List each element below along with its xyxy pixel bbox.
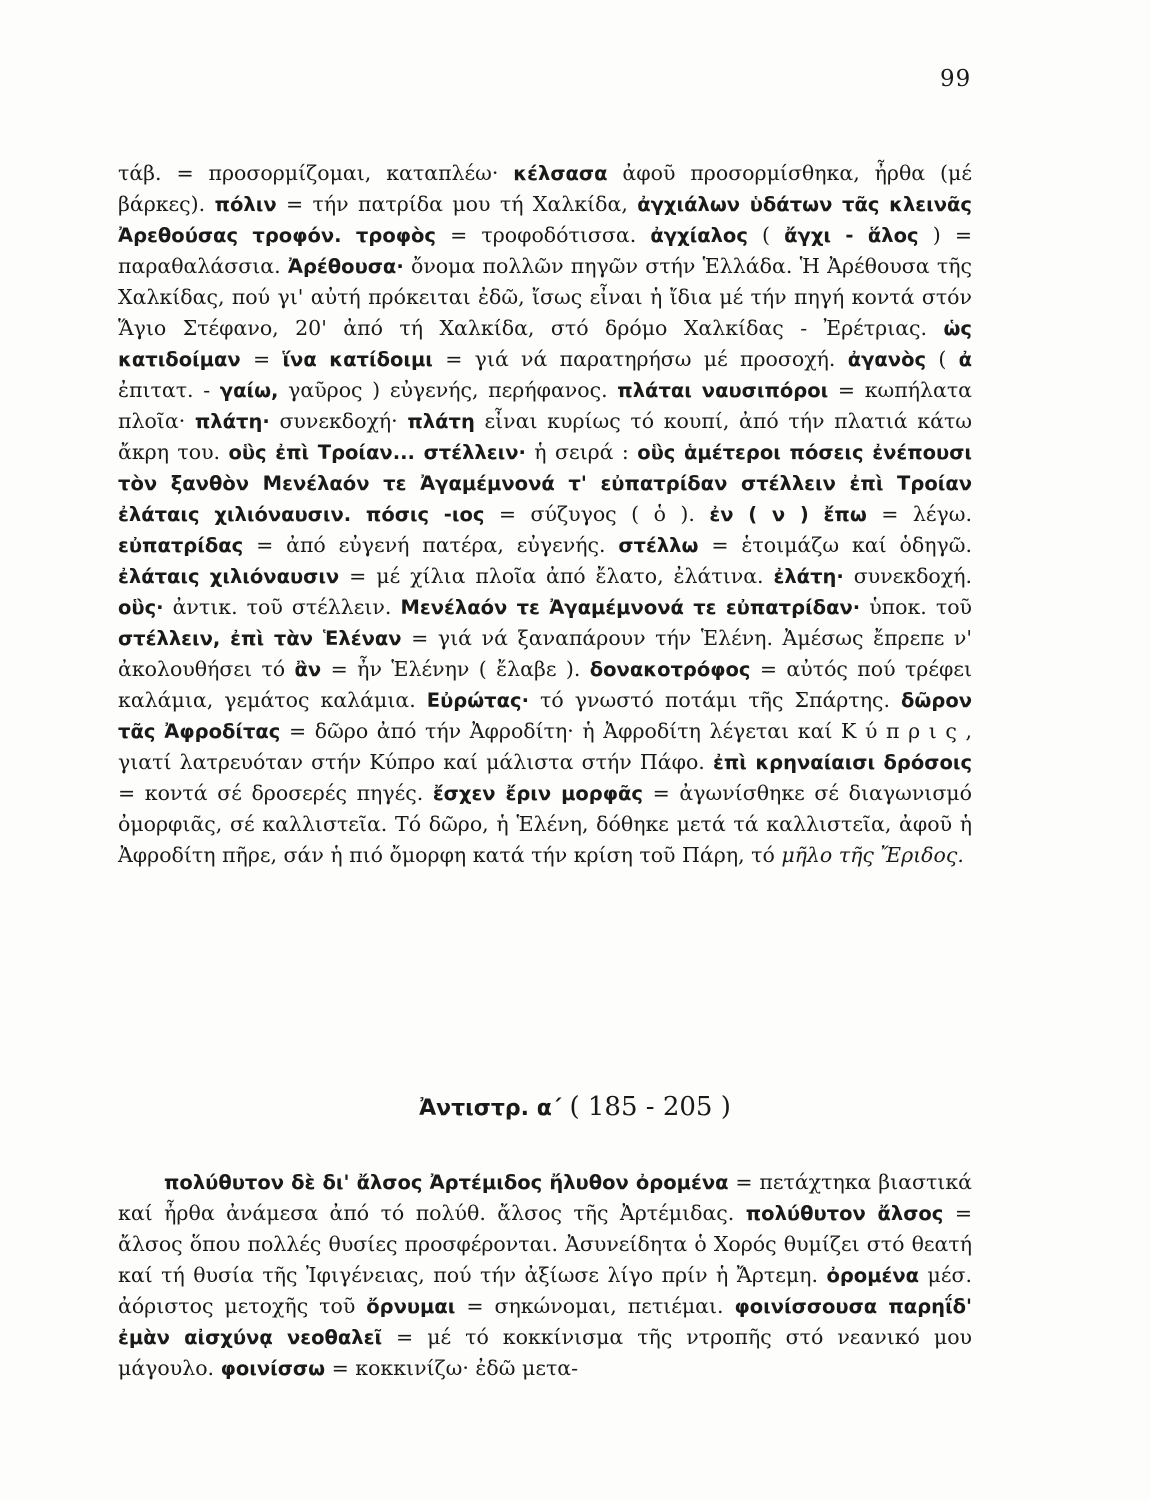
gloss-text: συνεκδοχή.: [843, 564, 972, 588]
gloss-text: ἐπιτατ. -: [118, 378, 220, 402]
lemma: πλάτη: [407, 410, 475, 433]
lemma: ὄρνυμαι: [366, 1295, 456, 1318]
lemma: πολύθυτον ἄλσος: [745, 1202, 944, 1225]
lemma: Εὐρώτας·: [426, 689, 529, 712]
gloss-text: = τήν πατρίδα μου τή Χαλκίδα,: [276, 192, 638, 216]
lemma: φοινίσσουσα παρηΐδ' ἐμὰν αἰσχύνᾳ νεοθαλεῖ: [118, 1295, 972, 1349]
gloss-text: = μέ χίλια πλοῖα ἀπό ἔλατο, ἐλάτινα.: [339, 564, 774, 588]
gloss-text: ἡ σειρά :: [525, 440, 638, 464]
lemma: δονακοτρόφος: [589, 658, 751, 681]
lemma: πόλιν: [214, 193, 277, 216]
gloss-text: ) = παραθαλάσσια.: [118, 223, 973, 278]
lemma: γαίω,: [219, 379, 279, 402]
lemma: ἀ: [958, 348, 973, 371]
gloss-text: = αὐτός πού τρέφει καλάμια, γεμάτος καλάμια.: [118, 657, 972, 712]
lemma: ἐλάτη·: [773, 565, 844, 588]
gloss-text: = κωπήλατα πλοῖα·: [118, 378, 973, 433]
lemma: Ἀρέθουσα·: [287, 255, 404, 278]
gloss-text: ἀντικ. τοῦ στέλλειν.: [163, 595, 401, 619]
section-heading: [0, 1092, 1150, 1122]
lemma: στέλλειν, ἐπὶ τὰν Ἑλέναν: [118, 627, 402, 650]
gloss-text: = κοκκινίζω· ἐδῶ μετα-: [325, 1356, 579, 1380]
section-range: ( 185 - 205 ): [569, 1092, 731, 1122]
lemma: Μενέλαόν τε Ἀγαμέμνονά τε εὐπατρίδαν·: [400, 596, 861, 619]
lemma: ἐν ( ν ) ἔπω: [709, 503, 867, 526]
paragraph-2: [118, 1167, 972, 1384]
gloss-text: = κοντά σέ δροσερές πηγές.: [118, 781, 433, 805]
gloss-text: = λέγω.: [866, 502, 972, 526]
page-number: 99: [940, 66, 972, 92]
gloss-text: ὑποκ. τοῦ: [860, 595, 972, 619]
lemma: οὓς ἁμέτεροι πόσεις ἐνέπουσι τὸν ξανθὸν Μενέλαόν τε Ἀγαμέμνονά τ' εὐπατρίδαν στέλλειν ἐπὶ Τροίαν ἐλάταις χιλιόναυσιν. πόσις -ιος: [118, 441, 972, 526]
gloss-text: μῆλο τῆς Ἔριδος.: [781, 843, 964, 867]
lemma: πολύθυτον δὲ δι' ἄλσος Ἀρτέμιδος ἤλυθον ὀρομένα: [164, 1171, 729, 1194]
gloss-text: = γιά νά παρατηρήσω μέ προσοχή.: [432, 347, 848, 371]
gloss-text: τό γνωστό ποτάμι τῆς Σπάρτης.: [529, 688, 902, 712]
lemma: οὓς·: [118, 596, 164, 619]
lemma: κέλσασα: [513, 162, 608, 185]
lemma: ὡς κατιδοίμαν: [118, 317, 972, 371]
lemma: ἂν: [294, 658, 322, 681]
lemma: πλάτη·: [194, 410, 270, 433]
gloss-text: = δῶρο ἀπό τήν Ἀφροδίτη· ἡ Ἀφροδίτη λέγεται καί Κ ύ π ρ ι ς , γιατί λατρευόταν στήν Κύπρο καί μάλιστα στήν Πάφο.: [118, 719, 972, 774]
gloss-text: γαῦρος ) εὐγενής, περήφανος.: [278, 378, 618, 402]
lemma: ἀγχιάλων ὑδάτων τᾶς κλεινᾶς Ἀρεθούσας τροφόν. τροφὸς: [118, 193, 972, 247]
gloss-text: = ἄλσος ὅπου πολλές θυσίες προσφέρονται. Ἀσυνείδητα ὁ Χορός θυμίζει στό θεατή καί τή θυσία τῆς Ἰφιγένειας, πού τήν ἀξίωσε λίγο πρίν ἡ Ἄρτεμη.: [118, 1201, 972, 1287]
lemma: ἐπὶ κρηναίαισι δρόσοις: [713, 751, 973, 774]
gloss-text: ἀφοῦ προσορμίσθηκα, ἦρθα (μέ βάρκες).: [118, 161, 972, 216]
gloss-text: = μέ τό κοκκίνισμα τῆς ντροπῆς στό νεανικό μου μάγουλο.: [118, 1325, 972, 1380]
gloss-text: (: [747, 223, 785, 247]
lemma: εὐπατρίδας: [118, 534, 244, 557]
gloss-text: = ἦν Ἑλένην ( ἔλαβε ).: [321, 657, 590, 681]
gloss-text: μέσ. ἀόριστος μετοχῆς τοῦ: [118, 1263, 972, 1318]
commentary-paragraph-1: [118, 158, 972, 871]
gloss-text: = σύζυγος ( ὁ ).: [484, 502, 710, 526]
gloss-text: = σηκώνομαι, πετιέμαι.: [455, 1294, 735, 1318]
lemma: στέλλω: [618, 534, 699, 557]
gloss-text: = ἀγωνίσθηκε σέ διαγωνισμό ὀμορφιᾶς, σέ καλλιστεῖα. Τό δῶρο, ἡ Ἑλένη, δόθηκε μετά τά καλλιστεῖα, ἀφοῦ ἡ Ἀφροδίτη πῆρε, σάν ἡ πιό ὄμορφη κατά τήν κρίση τοῦ Πάρη, τό: [118, 781, 972, 867]
lemma: ὀρομένα: [826, 1264, 920, 1287]
gloss-text: τάβ. = προσορμίζομαι, καταπλέω·: [118, 161, 514, 185]
gloss-text: = γιά νά ξαναπάρουν τήν Ἑλένη. Ἀμέσως ἔπρεπε ν' ἀκολουθήσει τό: [118, 626, 972, 681]
gloss-text: εἶναι κυρίως τό κουπί, ἀπό τήν πλατιά κάτω ἄκρη του.: [118, 409, 972, 464]
commentary-paragraph-2: [118, 1167, 972, 1384]
lemma: ἐλάταις χιλιόναυσιν: [118, 565, 340, 588]
lemma: πλάται ναυσιπόροι: [617, 379, 829, 402]
paragraph-1: [118, 158, 972, 871]
lemma: ἵνα κατίδοιμι: [282, 348, 433, 371]
gloss-text: συνεκδοχή·: [269, 409, 408, 433]
lemma: δῶρον τᾶς Ἀφροδίτας: [118, 689, 972, 743]
section-title: Ἀντιστρ. α΄: [419, 1096, 562, 1121]
gloss-text: (: [926, 347, 959, 371]
gloss-text: = τροφοδότισσα.: [435, 223, 651, 247]
lemma: ἀγανὸς: [847, 348, 927, 371]
lemma: ἔσχεν ἔριν μορφᾶς: [432, 782, 643, 805]
gloss-text: =: [240, 347, 283, 371]
lemma: ἄγχι - ἅλος: [784, 224, 919, 247]
gloss-text: = ἀπό εὐγενή πατέρα, εὐγενής.: [243, 533, 619, 557]
gloss-text: = ἑτοιμάζω καί ὁδηγῶ.: [698, 533, 972, 557]
lemma: οὓς ἐπὶ Τροίαν... στέλλειν·: [228, 441, 526, 464]
lemma: φοινίσσω: [220, 1357, 326, 1380]
gloss-text: = πετάχτηκα βιαστικά καί ἦρθα ἀνάμεσα ἀπό τό πολύθ. ἄλσος τῆς Ἀρτέμιδας.: [118, 1170, 972, 1225]
gloss-text: ὄνομα πολλῶν πηγῶν στήν Ἑλλάδα. Ἡ Ἀρέθουσα τῆς Χαλκίδας, πού γι' αὐτή πρόκειται ἐδῶ, ἴσως εἶναι ἡ ἴδια μέ τήν πηγή κοντά στόν Ἅγιο Στέφανο, 20' ἀπό τή Χαλκίδα, στό δρόμο Χαλκίδας - Ἐρέτριας.: [118, 254, 972, 340]
lemma: ἀγχίαλος: [650, 224, 748, 247]
